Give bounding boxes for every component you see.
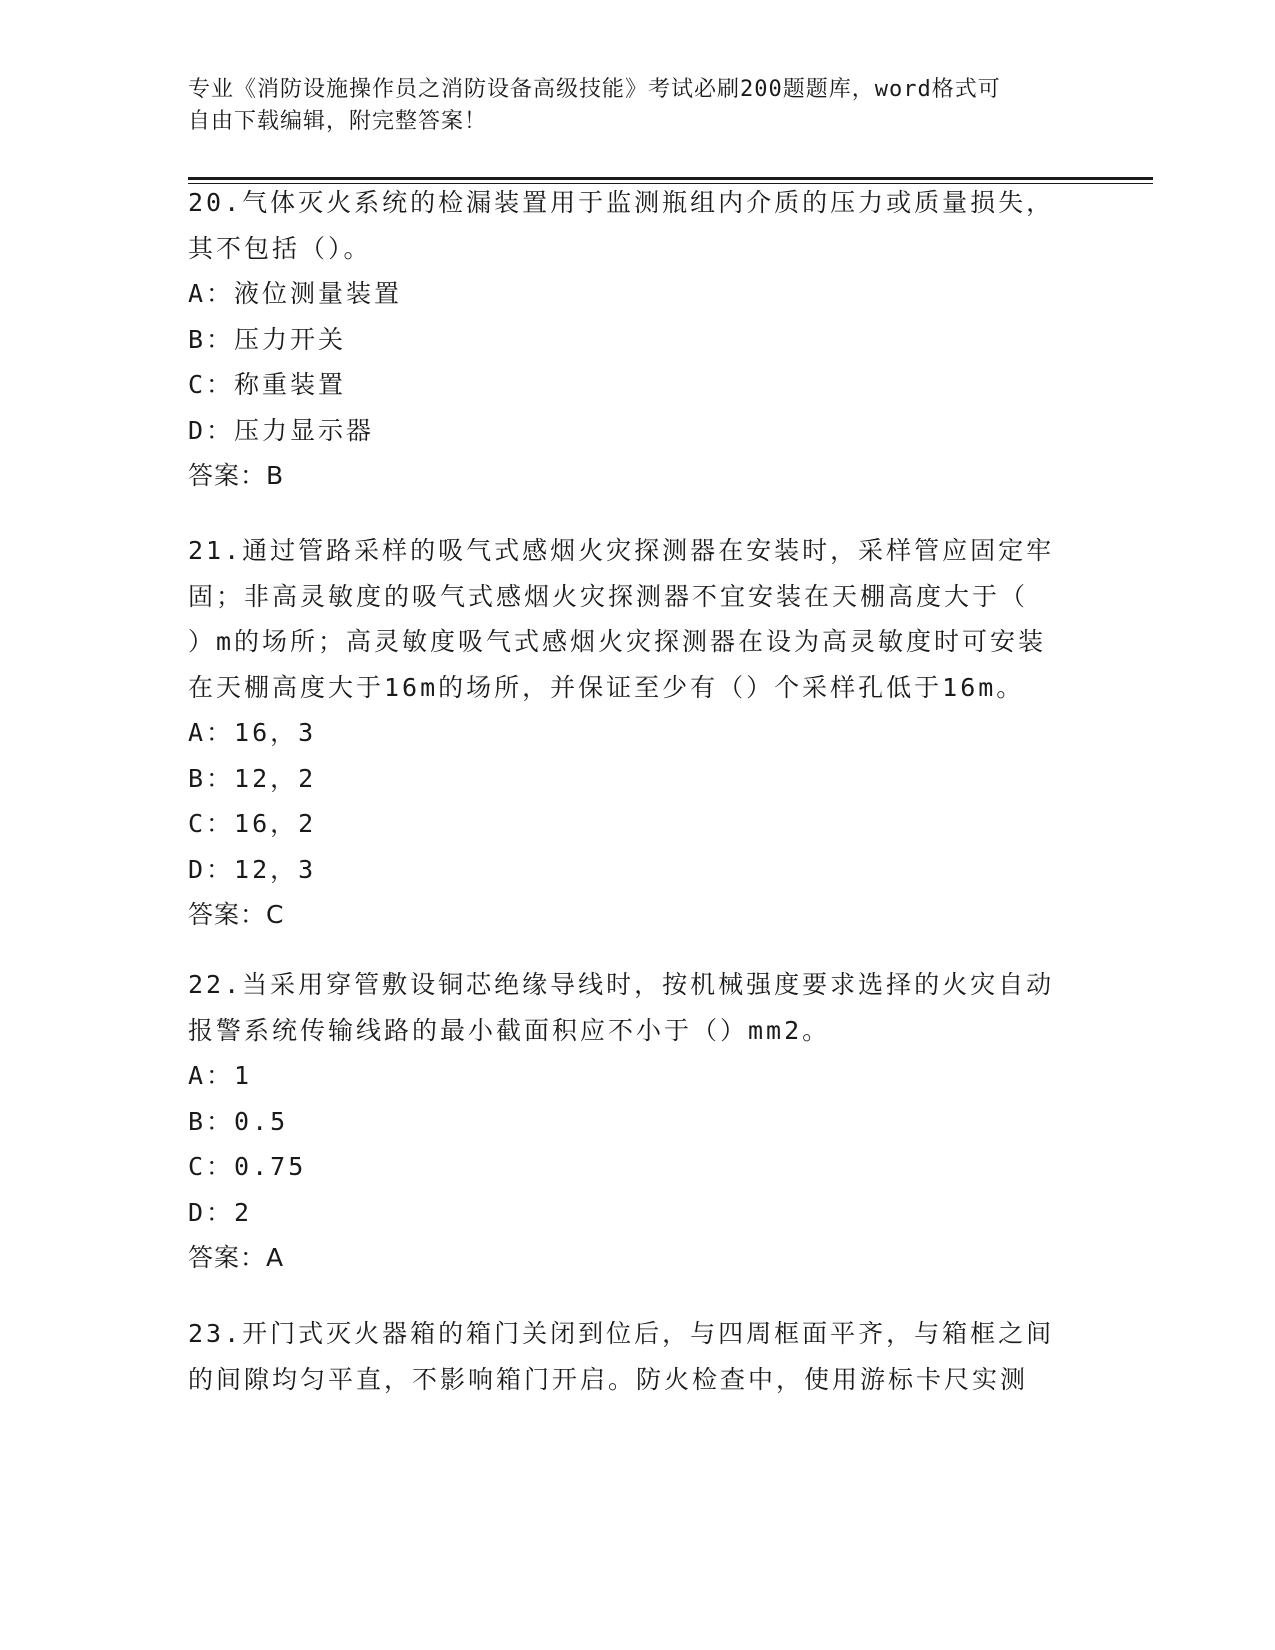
question-22 [188, 962, 1088, 1281]
option-d: D：12，3 [188, 854, 317, 884]
option-b: B：12，2 [188, 763, 317, 793]
question-21 [188, 528, 1088, 938]
question-line: 固；非高灵敏度的吸气式感烟火灾探测器不宜安装在天棚高度大于（ [188, 581, 1029, 611]
option-a: A：16，3 [188, 718, 317, 747]
question-23 [188, 1311, 1088, 1402]
header-line-1: 专业《消防设施操作员之消防设备高级技能》考试必刷200题题库，word格式可 [188, 77, 1001, 102]
question-line: 的间隙均匀平直，不影响箱门开启。防火检查中，使用游标卡尺实测 [188, 1364, 1029, 1394]
answer-label: 答案：C [188, 900, 285, 929]
option-b: B：压力开关 [188, 324, 347, 354]
option-c: C：称重装置 [188, 370, 347, 399]
question-line: 20.气体灭火系统的检漏装置用于监测瓶组内介质的压力或质量损失， [188, 188, 1055, 217]
question-20 [188, 180, 1088, 499]
document-header [188, 74, 1088, 138]
option-b: B：0.5 [188, 1106, 289, 1136]
question-line: ）m的场所；高灵敏度吸气式感烟火灾探测器在设为高灵敏度时可安装 [188, 627, 1047, 656]
question-line: 21.通过管路采样的吸气式感烟火灾探测器在安装时，采样管应固定牢 [188, 536, 1055, 565]
option-d: D：压力显示器 [188, 415, 375, 445]
question-line: 23.开门式灭火器箱的箱门关闭到位后，与四周框面平齐，与箱框之间 [188, 1319, 1055, 1348]
question-line: 其不包括（）。 [188, 233, 372, 263]
question-line: 在天棚高度大于16m的场所，并保证至少有（）个采样孔低于16m。 [188, 672, 1025, 702]
option-c: C：16，2 [188, 809, 317, 838]
question-line: 22.当采用穿管敷设铜芯绝缘导线时，按机械强度要求选择的火灾自动 [188, 970, 1055, 999]
option-a: A：1 [188, 1061, 253, 1090]
header-line-2: 自由下载编辑，附完整答案！ [188, 109, 488, 134]
answer-label: 答案：B [188, 461, 285, 490]
question-line: 报警系统传输线路的最小截面积应不小于（）mm2。 [188, 1015, 831, 1045]
answer-label: 答案：A [188, 1243, 285, 1272]
option-a: A：液位测量装置 [188, 279, 403, 308]
option-c: C：0.75 [188, 1152, 307, 1181]
option-d: D：2 [188, 1197, 253, 1227]
